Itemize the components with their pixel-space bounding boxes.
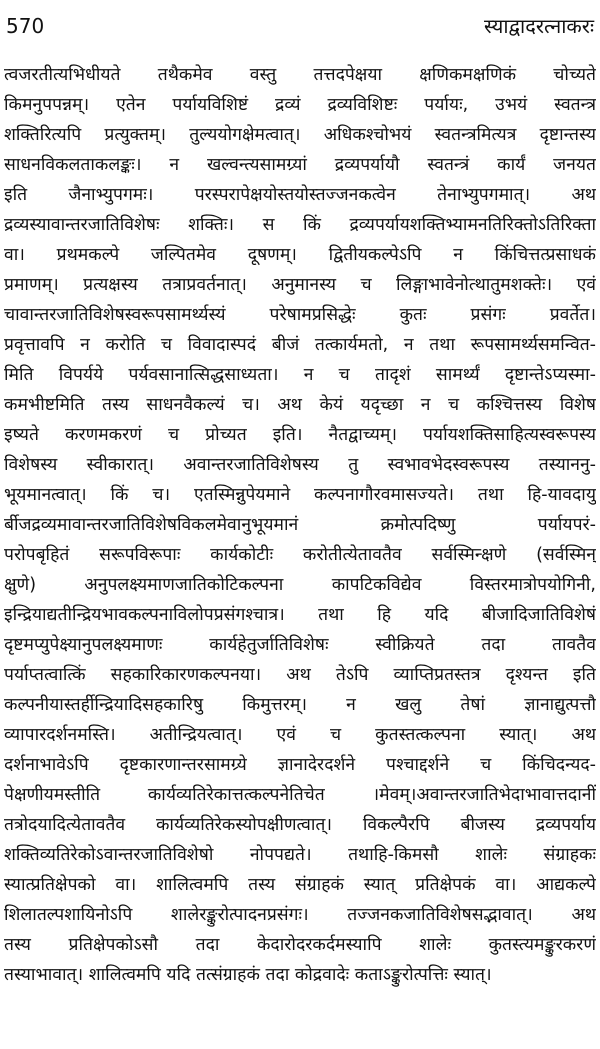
text-line: र्बीजद्रव्यमावान्तरजातिविशेषविकलमेवानुभूयमानं क्रमोत्पदिष्णु पर्यायपरं- — [4, 515, 596, 535]
text-line: कमभीष्टमिति तस्य साधनवैकल्यं च। अथ केयं यदृच्छा न च कश्चित्तस्य विशेष — [4, 395, 596, 415]
text-line: स्यात्प्रतिक्षेपको वा। शालित्वमपि तस्य संग्राहकं स्यात् प्रतिक्षेपकं वा। आद्यकल्पे — [4, 875, 596, 895]
text-line: प्रवृत्तावपि न करोति च विवादास्पदं बीजं तत्कार्यमतो, न तथा रूपसामर्थ्यसमन्वित- — [4, 335, 596, 355]
text-line: इष्यते करणमकरणं च प्रोच्यत इति। नैतद्वाच्यम्। पर्यायशक्तिसाहित्यस्वरूपस्य — [4, 425, 596, 445]
text-line: व्यापारदर्शनमस्ति। अतीन्द्रियत्वात्। एवं च कुतस्तत्कल्पना स्यात्। अथ — [4, 725, 596, 745]
text-line: विशेषस्य स्वीकारात्। अवान्तरजातिविशेषस्य तु स्वभावभेदस्वरूपस्य तस्याननु- — [4, 455, 596, 475]
text-line: त्वजरतीत्यभिधीयते तथैकमेव वस्तु तत्तदपेक्षया क्षणिकमक्षणिकं चोच्यते — [4, 65, 596, 85]
text-line: मिति विपर्यये पर्यवसानात्सिद्धसाध्यता। न च तादृशं सामर्थ्यं दृष्टान्तेऽप्यस्मा- — [4, 365, 596, 385]
running-head: स्याद्वादरत्नाकरः — [483, 14, 594, 38]
text-line: इति जैनाभ्युपगमः। परस्परापेक्षयोस्तयोस्तज्जनकत्वेन तेनाभ्युपगमात्। अथ — [4, 185, 596, 205]
text-line: तस्य प्रतिक्षेपकोऽसौ तदा केदारोदरकर्दमस्यापि शालेः कुतस्त्यमङ्कुरकरणं — [4, 935, 596, 955]
text-line: शक्तिव्यतिरेकोऽवान्तरजातिविशेषो नोपपद्यते। तथाहि-किमसौ शालेः संग्राहकः — [4, 845, 596, 865]
page-header — [4, 12, 596, 44]
text-line: वा। प्रथमकल्पे जल्पितमेव दूषणम्। द्वितीयकल्पेऽपि न किंचित्तत्प्रसाधकं — [4, 245, 596, 265]
text-line: शिलातल्पशायिनोऽपि शालेरङ्कुरोत्पादनप्रसंगः। तज्जनकजातिविशेषसद्भावात्। अथ — [4, 905, 596, 925]
text-line: शक्तिरित्यपि प्रत्युक्तम्। तुल्ययोगक्षेमत्वात्। अधिकश्चोभयं स्वतन्त्रमित्यत्र दृष्टान्तस्य — [4, 125, 596, 145]
text-line: दृष्टमप्युपेक्ष्यानुपलक्ष्यमाणः कार्यहेतुर्जातिविशेषः स्वीक्रियते तदा तावतैव — [4, 635, 596, 655]
text-line: द्रव्यस्यावान्तरजातिविशेषः शक्तिः। स किं द्रव्यपर्यायशक्तिभ्यामनतिरिक्तोऽतिरिक्ता — [4, 215, 596, 235]
text-line: तस्याभावात्। शालित्वमपि यदि तत्संग्राहकं तदा कोद्रवादेः कताऽङ्कुरोत्पत्तिः स्यात्। — [4, 965, 492, 985]
text-line: दर्शनाभावेऽपि दृष्टकारणान्तरसामग्र्ये ज्ञानादेरदर्शने पश्चाद्दर्शने च किंचिदन्यद- — [4, 755, 596, 775]
page-number: 570 — [6, 14, 45, 38]
text-line: कल्पनीयास्तर्हीन्द्रियादिसहकारिषु किमुत्तरम्। न खलु तेषां ज्ञानाद्युत्पत्तौ — [4, 695, 596, 715]
text-line: इन्द्रियाद्यतीन्द्रियभावकल्पनाविलोपप्रसंगश्चात्र। तथा हि यदि बीजादिजातिविशेषं — [4, 605, 596, 625]
text-line: पेक्षणीयमस्तीति कार्यव्यतिरेकात्तत्कल्पनेतिचेत ।मेवम्।अवान्तरजातिभेदाभावात्तदानीं — [4, 785, 596, 805]
text-line: परोपबृहितं सरूपविरूपाः कार्यकोटीः करोतीत्येतावतैव सर्वस्मिन्क्षणे (सर्वस्मिन् — [4, 545, 596, 565]
text-line: भूयमानत्वात्। किं च। एतस्मिन्नुपेयमाने कल्पनागौरवमासज्यते। तथा हि-यावदायु — [4, 485, 596, 505]
text-line: तत्रोदयादित्येतावतैव कार्यव्यतिरेकस्योपक्षीणत्वात्। विकल्पैरपि बीजस्य द्रव्यपर्याय — [4, 815, 596, 835]
text-line: साधनविकलताकलङ्कः। न खल्वन्त्यसामग्र्यां द्रव्यपर्यायौ स्वतन्त्रं कार्यं जनयत — [4, 155, 596, 175]
text-line: चावान्तरजातिविशेषस्वरूपसामर्थ्यस्यं परेषामप्रसिद्धेः कुतः प्रसंगः प्रवर्तेत। — [4, 305, 596, 325]
body-text — [4, 60, 596, 990]
text-line: किमनुपपन्नम्। एतेन पर्यायविशिष्टं द्रव्यं द्रव्यविशिष्टः पर्यायः, उभयं स्वतन्त्र — [4, 95, 596, 115]
text-line: पर्याप्तत्वात्किं सहकारिकारणकल्पनया। अथ तेऽपि व्याप्तिप्रतस्तत्र दृश्यन्त इति — [4, 665, 596, 685]
text-line: क्षुणे) अनुपलक्ष्यमाणजातिकोटिकल्पना कापटिकविद्येव विस्तरमात्रोपयोगिनी, — [4, 575, 596, 595]
text-line: प्रमाणम्। प्रत्यक्षस्य तत्राप्रवर्तनात्। अनुमानस्य च लिङ्गाभावेनोत्थातुमशक्तेः। एवं — [4, 275, 596, 295]
